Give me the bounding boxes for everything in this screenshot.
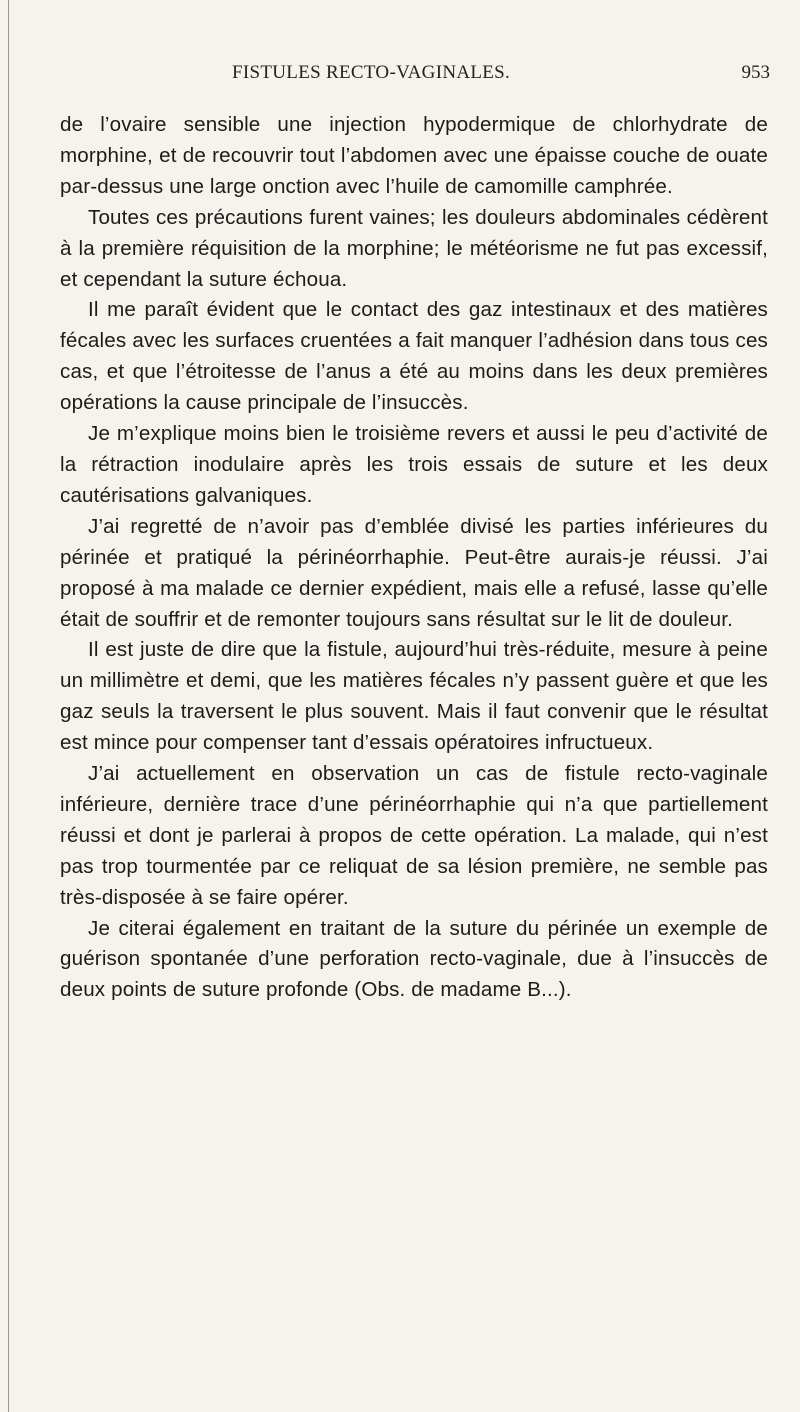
page-number: 953: [741, 62, 770, 83]
page-edge-rule: [8, 0, 9, 1412]
running-title: FISTULES RECTO-VAGINALES.: [232, 62, 511, 83]
paragraph: J’ai actuellement en observation un cas de fistule recto-vaginale inférieure, dernière trace d’une périnéorrhaphie qui n’a que partiellement réussi et dont je parlerai à propos de cette opération. La malade, qui n’est pas trop tourmentée par ce reliquat de sa lésion première, ne semble pas très-disposée à se faire opérer.: [60, 762, 768, 909]
paragraph-continuation: de l’ovaire sensible une injection hypodermique de chlorhydrate de morphine, et de recouvrir tout l’abdomen avec une épaisse couche de ouate par-dessus une large onction avec l’huile de camomille camphrée.: [60, 113, 768, 198]
paragraph: Toutes ces précautions furent vaines; les douleurs abdominales cédèrent à la première réquisition de la morphine; le météorisme ne fut pas excessif, et cependant la suture échoua.: [60, 205, 768, 291]
paragraph: J’ai regretté de n’avoir pas d’emblée divisé les parties inférieures du périnée et pratiqué la périnéorrhaphie. Peut-être aurais-je réussi. J’ai proposé à ma malade ce dernier expédient, mais elle a refusé, lasse qu’elle était de souffrir et de remonter toujours sans résultat sur le lit de douleur.: [60, 514, 768, 631]
body-text: [60, 110, 768, 1006]
paragraph: Je citerai également en traitant de la suture du périnée un exemple de guérison spontanée d’une perforation recto-vaginale, due à l’insuccès de deux points de suture profonde (Obs. de madame B...).: [60, 916, 768, 1002]
paragraph: Il me paraît évident que le contact des gaz intestinaux et des matières fécales avec les surfaces cruentées a fait manquer l’adhésion dans tous ces cas, et que l’étroitesse de l’anus a été au moins dans les deux premières opérations la cause principale de l’insuccès.: [60, 298, 768, 415]
paragraph: Je m’explique moins bien le troisième revers et aussi le peu d’activité de la rétraction inodulaire après les trois essais de suture et les deux cautérisations galvaniques.: [60, 422, 768, 507]
paragraph: Il est juste de dire que la fistule, aujourd’hui très-réduite, mesure à peine un millimètre et demi, que les matières fécales n’y passent guère et que les gaz seuls la traversent le plus souvent. Mais il faut convenir que le résultat est mince pour compenser tant d’essais opératoires infructueux.: [60, 638, 768, 755]
page-header: [60, 62, 770, 92]
